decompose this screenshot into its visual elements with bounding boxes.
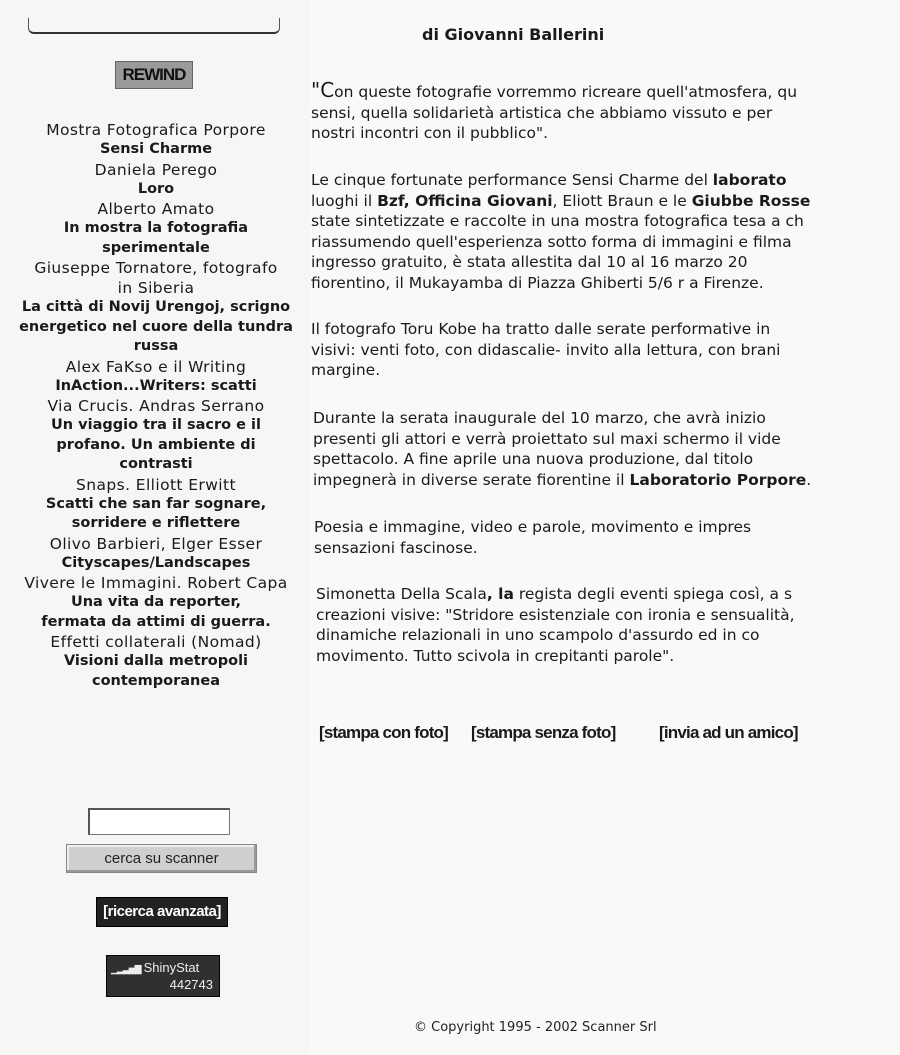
text-line (311, 80, 900, 103)
send-to-friend-link[interactable]: [invia ad un amico] (659, 723, 798, 742)
article-paragraph (311, 80, 900, 144)
text-line: dinamiche relazionali in uno scampolo d'assurdo ed in co (316, 626, 760, 644)
text-span: . (806, 470, 812, 489)
rewind-item-barbieri[interactable] (18, 534, 294, 574)
rewind-item-title: Daniela Perego (94, 160, 218, 179)
rewind-item-title: Mostra Fotografica Porpore (46, 121, 266, 139)
text-line (311, 170, 900, 191)
rewind-item-desc: Un viaggio tra il sacro e il profano. Un ambiente di contrasti (51, 417, 261, 472)
sidebar (0, 0, 310, 1055)
text-line: nostri incontri con il pubblico". (311, 124, 549, 142)
search-input[interactable] (88, 808, 230, 835)
text-line: Durante la serata inaugurale del 10 marzo, che avrà inizio (313, 409, 766, 427)
article (311, 0, 900, 1055)
advanced-search-button[interactable]: [ricerca avanzata] (96, 897, 228, 927)
bold-text: Laboratorio Porpore (629, 470, 807, 489)
print-with-photo-link[interactable]: [stampa con foto] (319, 723, 449, 742)
text-span: on queste fotografie vorremmo ricreare quell'atmosfera, qu (334, 83, 798, 101)
article-paragraph (316, 584, 900, 666)
text-line: Il fotografo Toru Kobe ha tratto dalle serate performative in (311, 320, 771, 338)
rewind-item-title: Vivere le Immagini. Robert Capa (24, 574, 288, 592)
rewind-item-amato[interactable] (18, 199, 294, 258)
search-button[interactable]: cerca su scanner (66, 844, 257, 873)
text-line: creazioni visive: "Stridore esistenziale con ironia e sensualità, (316, 605, 795, 624)
rewind-item-tornatore[interactable] (18, 258, 294, 357)
text-span: impegnerà in diverse serate fiorentine il (313, 470, 630, 489)
text-line (316, 584, 900, 605)
copyright: © Copyright 1995 - 2002 Scanner Srl (414, 1020, 657, 1035)
text-line: riassumendo quell'esperienza sotto forma di immagini e filma (311, 232, 792, 251)
text-span: luoghi il (311, 191, 378, 210)
bold-text: , (486, 585, 499, 603)
rewind-item-desc: In mostra la fotografia sperimentale (63, 220, 249, 256)
rewind-item-title: Snaps. Elliott Erwitt (76, 475, 236, 494)
article-author: di Giovanni Ballerini (422, 25, 605, 44)
article-paragraph (311, 170, 900, 293)
shinystat-counter[interactable] (106, 955, 220, 997)
bold-text: Bzf (377, 191, 404, 210)
text-line: fiorentino, il Mukayamba di Piazza Ghiberti 5/6 r a Firenze. (311, 273, 764, 292)
rewind-item-title: Effetti collaterali (Nomad) (50, 633, 262, 651)
shinystat-name: ShinyStat (143, 960, 200, 975)
rewind-item-title: Alberto Amato (97, 200, 215, 218)
text-line: presenti gli attori e verrà proiettato sul maxi schermo il vide (313, 429, 781, 448)
text-line: visivi: venti foto, con didascalie- invito alla lettura, con brani (311, 340, 781, 359)
rewind-item-title: Giuseppe Tornatore, fotografo in Siberia (34, 259, 278, 297)
text-line: margine. (311, 361, 381, 379)
bold-text: , (403, 191, 416, 210)
rewind-item-desc: Loro (137, 180, 175, 197)
rewind-logo[interactable]: REWIND (115, 61, 193, 89)
visit-count: 442743 (169, 977, 213, 992)
text-line: sensazioni fascinose. (314, 538, 478, 557)
bold-text: laborato (712, 171, 787, 189)
rewind-item-capa[interactable] (18, 573, 294, 632)
text-line: ingresso gratuito, è stata allestita dal 10 al 16 marzo 20 (311, 253, 748, 271)
text-line (313, 470, 900, 491)
bold-text: la (498, 585, 514, 603)
article-paragraph (313, 408, 900, 490)
text-line: spettacolo. A fine aprile una nuova produzione, dal titolo (313, 450, 754, 468)
top-decoration-bar (28, 18, 280, 34)
rewind-item-desc: Cityscapes/Landscapes (61, 554, 251, 571)
rewind-item-desc: Scatti che san far sognare, sorridere e riflettere (45, 495, 267, 531)
bold-text: Officina Giovani (415, 191, 553, 210)
rewind-item-title: Via Crucis. Andras Serrano (47, 397, 265, 415)
shinystat-logo (111, 960, 199, 975)
text-span: regista degli eventi spiega così, a s (513, 585, 793, 603)
rewind-item-title: Olivo Barbieri, Elger Esser (49, 534, 263, 553)
rewind-item-desc: Una vita da reporter, fermata da attimi di guerra. (41, 594, 271, 630)
text-span: , Eliott Braun e le (552, 191, 692, 210)
text-line (311, 191, 900, 212)
bar-chart-icon: ▁▂▃▅▇ (111, 964, 141, 974)
text-line: movimento. Tutto scivola in crepitanti parole". (316, 646, 675, 665)
rewind-item-erwitt[interactable] (18, 475, 294, 534)
drop-quote: "C (311, 78, 335, 102)
text-line: sensi, quella solidarietà artistica che abbiamo vissuto e per (311, 103, 773, 122)
article-paragraph (314, 517, 900, 558)
rewind-item-perego[interactable] (18, 160, 294, 200)
bold-text: Giubbe Rosse (691, 191, 811, 210)
rewind-list (18, 120, 294, 691)
print-without-photo-link[interactable]: [stampa senza foto] (471, 723, 616, 742)
rewind-item-fakso[interactable] (18, 357, 294, 397)
rewind-item-porpore[interactable] (18, 120, 294, 160)
article-paragraph (311, 319, 900, 381)
rewind-item-title: Alex FaKso e il Writing (65, 357, 247, 376)
rewind-item-desc: Sensi Charme (99, 141, 213, 157)
text-line: Poesia e immagine, video e parole, movimento e impres (314, 518, 752, 536)
rewind-item-serrano[interactable] (18, 396, 294, 475)
text-span: Le cinque fortunate performance Sensi Charme del (311, 171, 713, 189)
text-line: state sintetizzate e raccolte in una mostra fotografica tesa a ch (311, 212, 804, 230)
rewind-item-desc: Visioni dalla metropoli contemporanea (63, 653, 249, 689)
text-span: Simonetta Della Scala (316, 585, 487, 603)
rewind-item-nomad[interactable] (18, 632, 294, 691)
rewind-item-desc: InAction...Writers: scatti (55, 377, 257, 394)
rewind-item-desc: La città di Novij Urengoj, scrigno energetico nel cuore della tundra russa (19, 299, 293, 354)
